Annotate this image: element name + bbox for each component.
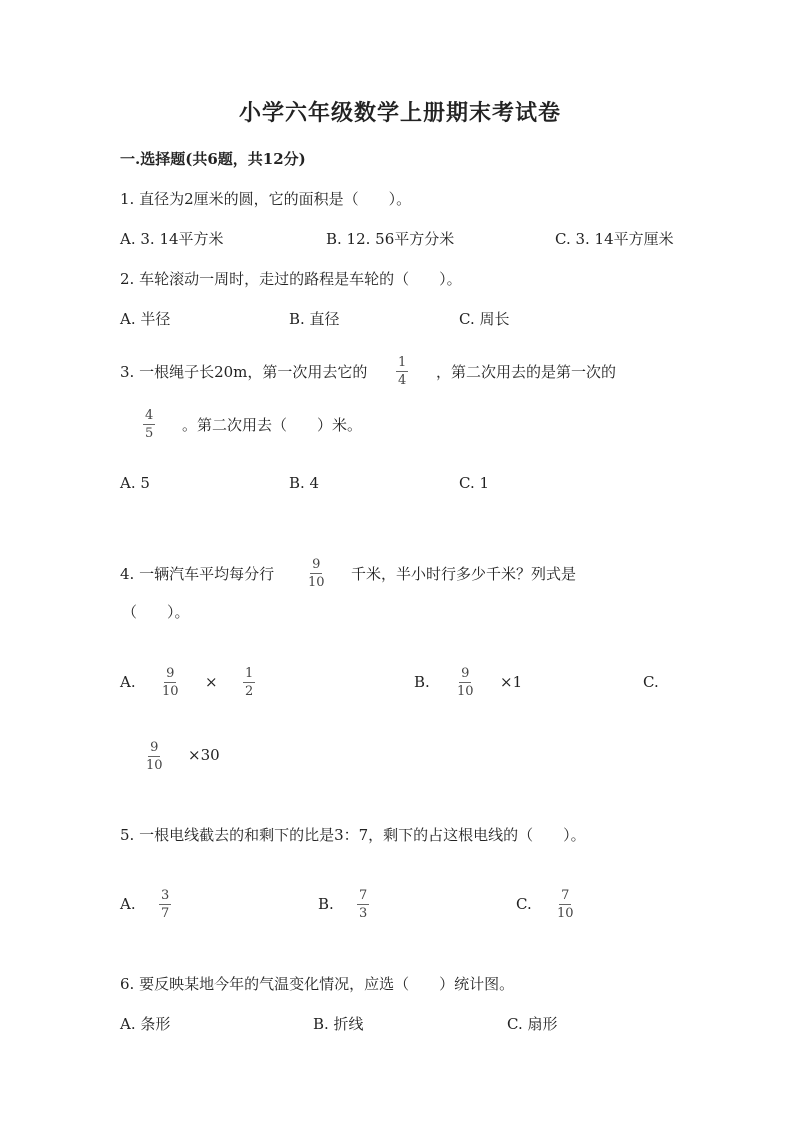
question-5-option-c-label[interactable]: C.: [516, 895, 532, 913]
question-4-fraction-nine-tenths: [306, 557, 327, 590]
fraction-numerator: 4: [145, 408, 154, 423]
fraction-numerator: 7: [561, 888, 570, 903]
question-4-stem-part2: 千米，半小时行多少千米？列式是: [351, 565, 577, 583]
fraction-numerator: 9: [312, 557, 321, 572]
fraction-numerator: 1: [398, 355, 407, 370]
fraction-denominator: 10: [557, 906, 574, 921]
question-2-stem: 2. 车轮滚动一周时，走过的路程是车轮的（ ）。: [120, 270, 462, 288]
question-4-stem-part1: 4. 一辆汽车平均每分行: [120, 565, 275, 583]
question-4-option-b-tail: ×1: [500, 673, 523, 691]
question-5-option-c-fraction: [555, 888, 576, 921]
page-title: 小学六年级数学上册期末考试卷: [238, 100, 561, 126]
fraction-numerator: 7: [359, 888, 368, 903]
question-5-option-b-label[interactable]: B.: [318, 895, 334, 913]
question-3-stem-part3: 。第二次用去（ ）米。: [182, 416, 363, 434]
fraction-denominator: 10: [162, 684, 179, 699]
question-6-option-a[interactable]: A. 条形: [120, 1015, 171, 1033]
question-6-option-c[interactable]: C. 扇形: [507, 1015, 558, 1033]
question-6-stem: 6. 要反映某地今年的气温变化情况，应选（ ）统计图。: [120, 975, 515, 993]
question-4-stem-part3: （ ）。: [122, 603, 190, 621]
fraction-numerator: 9: [461, 666, 470, 681]
fraction-denominator: 5: [145, 426, 154, 441]
question-3-stem-part1: 3. 一根绳子长20m，第一次用去它的: [120, 363, 368, 381]
question-3-option-b[interactable]: B. 4: [289, 474, 320, 492]
question-5-stem: 5. 一根电线截去的和剩下的比是3：7，剩下的占这根电线的（ ）。: [120, 826, 586, 844]
question-4-option-a-fraction-1: [160, 666, 181, 699]
question-2-option-a[interactable]: A. 半径: [120, 310, 171, 328]
question-4-option-a-fraction-2: [243, 666, 255, 699]
question-4-option-c-label[interactable]: C.: [643, 673, 659, 691]
question-1-option-a[interactable]: A. 3. 14平方米: [120, 230, 224, 248]
question-3-fraction-one-quarter: [396, 355, 408, 388]
question-5-option-a-label[interactable]: A.: [120, 895, 136, 913]
fraction-denominator: 10: [457, 684, 474, 699]
section-heading: 一.选择题(共6题，共12分): [120, 150, 306, 168]
fraction-numerator: 9: [166, 666, 175, 681]
fraction-denominator: 7: [161, 906, 170, 921]
fraction-denominator: 4: [398, 373, 407, 388]
question-4-option-a-operator: ×: [205, 673, 218, 691]
question-5-option-b-fraction: [357, 888, 369, 921]
question-4-option-b-fraction: [455, 666, 476, 699]
fraction-numerator: 3: [161, 888, 170, 903]
question-2-option-b[interactable]: B. 直径: [289, 310, 340, 328]
fraction-denominator: 2: [245, 684, 254, 699]
question-1-stem: 1. 直径为2厘米的圆，它的面积是（ ）。: [120, 190, 412, 208]
question-1-option-b[interactable]: B. 12. 56平方分米: [326, 230, 455, 248]
question-4-option-a-label[interactable]: A.: [120, 673, 136, 691]
fraction-numerator: 9: [150, 740, 159, 755]
question-3-option-a[interactable]: A. 5: [120, 474, 150, 492]
fraction-denominator: 10: [146, 758, 163, 773]
question-3-fraction-four-fifths: [143, 408, 155, 441]
fraction-denominator: 3: [359, 906, 368, 921]
fraction-numerator: 1: [245, 666, 254, 681]
question-6-option-b[interactable]: B. 折线: [313, 1015, 364, 1033]
question-4-option-c-tail: ×30: [188, 746, 220, 764]
question-3-option-c[interactable]: C. 1: [459, 474, 490, 492]
question-3-stem-part2: ，第二次用去的是第一次的: [436, 363, 617, 381]
fraction-denominator: 10: [308, 575, 325, 590]
question-1-option-c[interactable]: C. 3. 14平方厘米: [555, 230, 674, 248]
question-4-option-c-fraction: [144, 740, 165, 773]
question-5-option-a-fraction: [159, 888, 171, 921]
question-2-option-c[interactable]: C. 周长: [459, 310, 510, 328]
question-4-option-b-label[interactable]: B.: [414, 673, 430, 691]
